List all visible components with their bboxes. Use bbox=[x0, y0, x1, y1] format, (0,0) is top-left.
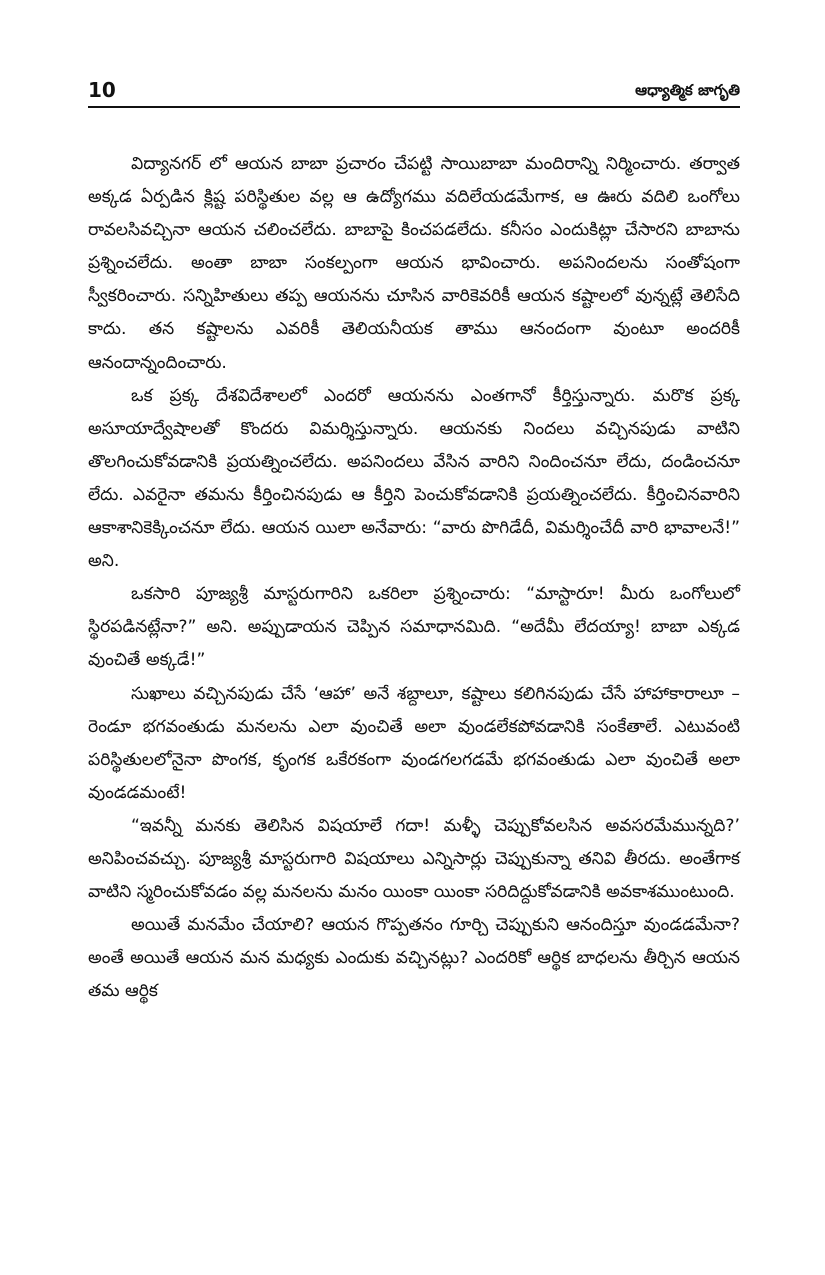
running-title: ఆధ్యాత్మిక జాగృతి bbox=[635, 81, 740, 99]
paragraph: అయితే మనమేం చేయాలి? ఆయన గొప్పతనం గూర్చి చెప్పుకుని ఆనందిస్తూ వుండడమేనా? అంతే అయితే ఆయన మన మధ్యకు ఎందుకు వచ్చినట్లు? ఎందరికో ఆర్థిక బాధలను తీర్చిన ఆయన తమ ఆర్థిక bbox=[88, 915, 740, 1002]
paragraph: సుఖాలు వచ్చినపుడు చేసే ‘ఆహా’ అనే శబ్దాలూ, కష్టాలు కలిగినపుడు చేసే హాహాకారాలూ – రెండూ భగవంతుడు మనలను ఎలా వుంచితే అలా వుండలేకపోవడానికి సంకేతాలే. ఎటువంటి పరిస్థితులలోనైనా పొంగక, కృంగక ఒకేరకంగా వుండగలగడమే భగవంతుడు ఎలా వుంచితే అలా వుండడమంటే! bbox=[88, 683, 740, 803]
body-text bbox=[88, 148, 740, 1008]
paragraph: ఒకసారి పూజ్యశ్రీ మాస్టరుగారిని ఒకరిలా ప్రశ్నించారు: “మాస్టారూ! మీరు ఒంగోలులో స్థిరపడినట్లేనా?” అని. అప్పుడాయన చెప్పిన సమాధానమిది. “అదేమీ లేదయ్యా! బాబా ఎక్కడ వుంచితే అక్కడే!” bbox=[88, 584, 740, 671]
page-number: 10 bbox=[88, 78, 116, 102]
paragraph: విద్యానగర్ లో ఆయన బాబా ప్రచారం చేపట్టి సాయిబాబా మందిరాన్ని నిర్మించారు. తర్వాత అక్కడ ఏర్పడిన క్లిష్ట పరిస్థితుల వల్ల ఆ ఉద్యోగము వదిలేయడమేగాక, ఆ ఊరు వదిలి ఒంగోలు రావలసివచ్చినా ఆయన చలించలేదు. బాబాపై కించపడలేదు. కనీసం ఎందుకిట్లా చేసారని బాబాను ప్రశ్నించలేదు. అంతా బాబా సంకల్పంగా ఆయన భావించారు. అపనిందలను సంతోషంగా స్వీకరించారు. సన్నిహితులు తప్ప ఆయనను చూసిన వారికెవరికీ ఆయన కష్టాలలో వున్నట్లే తెలిసేది కాదు. తన కష్టాలను ఎవరికీ తెలియనీయక తాము ఆనందంగా వుంటూ అందరికీ ఆనందాన్నందించారు. bbox=[88, 154, 740, 373]
page-header bbox=[88, 72, 740, 106]
paragraph: ఒక ప్రక్క దేశవిదేశాలలో ఎందరో ఆయనను ఎంతగానో కీర్తిస్తున్నారు. మరొక ప్రక్క అసూయాద్వేషాలతో కొందరు విమర్శిస్తున్నారు. ఆయనకు నిందలు వచ్చినపుడు వాటిని తొలగించుకోవడానికి ప్రయత్నించలేదు. అపనిందలు వేసిన వారిని నిందించనూ లేదు, దండించనూ లేదు. ఎవరైనా తమను కీర్తించినపుడు ఆ కీర్తిని పెంచుకోవడానికి ప్రయత్నించలేదు. కీర్తించినవారిని ఆకాశానికెక్కించనూ లేదు. ఆయన యిలా అనేవారు: “వారు పొగిడేదీ, విమర్శించేదీ వారి భావాలనే!” అని. bbox=[88, 385, 740, 572]
header-rule bbox=[88, 106, 740, 108]
paragraph: “ఇవన్నీ మనకు తెలిసిన విషయాలే గదా! మళ్ళీ చెప్పుకోవలసిన అవసరమేమున్నది?’ అనిపించవచ్చు. పూజ్యశ్రీ మాస్టరుగారి విషయాలు ఎన్నిసార్లు చెప్పుకున్నా తనివి తీరదు. అంతేగాక వాటిని స్మరించుకోవడం వల్ల మనలను మనం యింకా యింకా సరిదిద్దుకోవడానికి అవకాశముంటుంది. bbox=[88, 815, 740, 903]
